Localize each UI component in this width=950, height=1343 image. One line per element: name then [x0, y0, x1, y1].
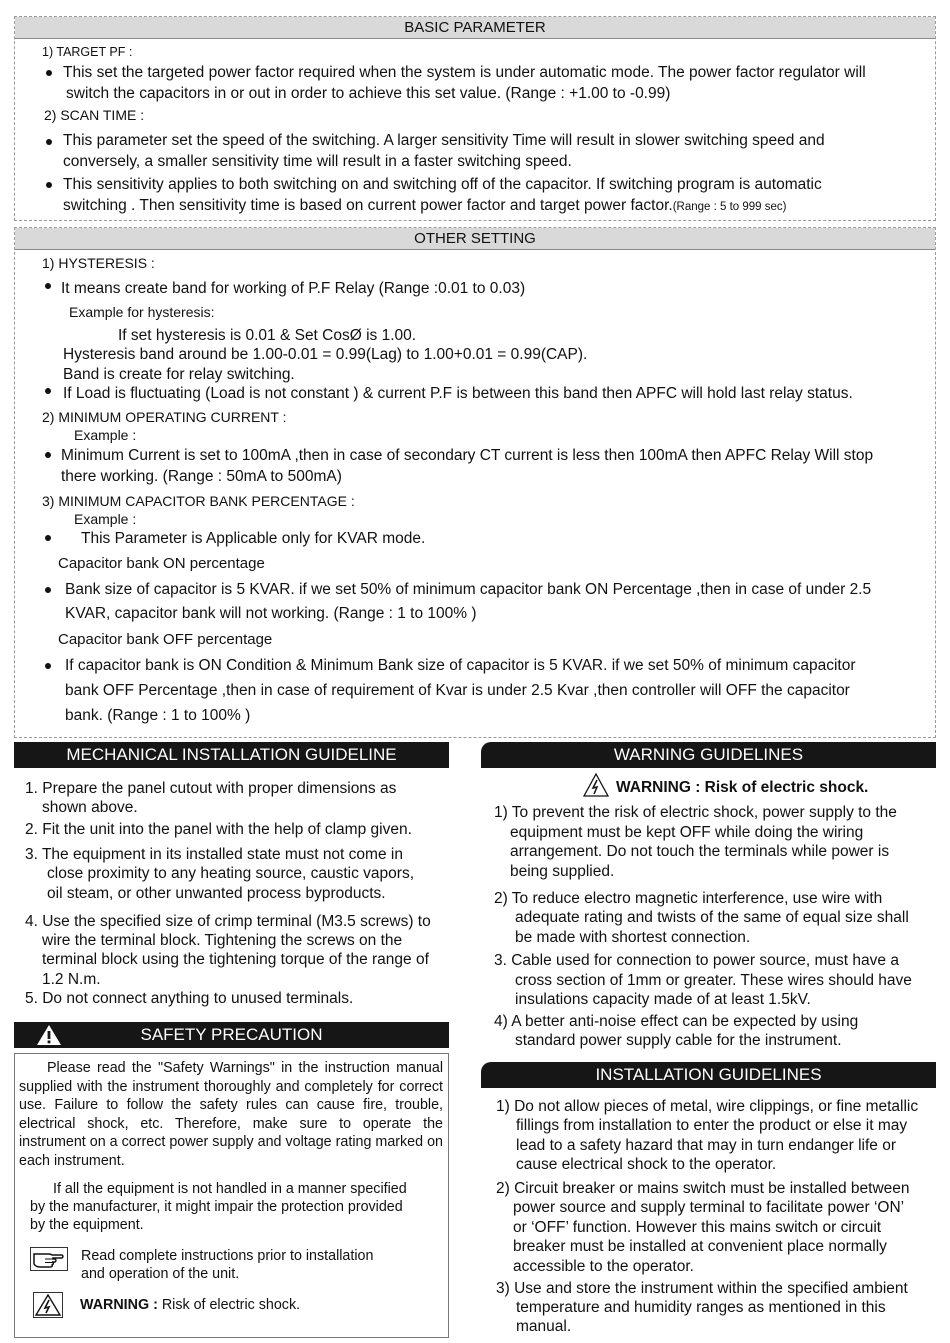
bank-off-text-3: bank. (Range : 1 to 100% )	[65, 707, 251, 724]
mech-item-1a: 1. Prepare the panel cutout with proper dimensions as	[25, 780, 397, 797]
scan-time-label: 2) SCAN TIME :	[44, 107, 145, 123]
min-bank-example: Example :	[74, 511, 137, 527]
safety-paragraph-2-l1: If all the equipment is not handled in a manner specified	[53, 1181, 407, 1197]
warning-item-3b: cross section of 1mm or greater. These wires should have	[515, 972, 912, 989]
bullet	[45, 535, 51, 541]
scan-time-text-1: This parameter set the speed of the switching. A larger sensitivity Time will result in slower switching speed and	[63, 132, 825, 149]
bank-off-text-1: If capacitor bank is ON Condition & Minimum Bank size of capacitor is 5 KVAR. if we set 50% of minimum capacitor	[65, 657, 856, 674]
pointing-hand-icon	[30, 1247, 68, 1271]
bullet	[46, 70, 52, 76]
mech-item-4b: wire the terminal block. Tightening the screws on the	[42, 932, 403, 949]
scan-time-text-2: conversely, a smaller sensitivity time will result in a faster switching speed.	[63, 153, 572, 170]
bullet	[46, 182, 52, 188]
bullet	[45, 587, 51, 593]
warning-item-2c: be made with shortest connection.	[515, 929, 751, 946]
hysteresis-example-1: If set hysteresis is 0.01 & Set CosØ is 1.00.	[118, 327, 417, 344]
min-current-label: 2) MINIMUM OPERATING CURRENT :	[42, 409, 287, 425]
safety-warning-text: Risk of electric shock.	[157, 1297, 301, 1313]
mech-item-3a: 3. The equipment in its installed state must not come in	[25, 846, 403, 863]
safety-paragraph-2-l2: by the manufacturer, it might impair the protection provided	[30, 1199, 403, 1215]
min-bank-text: This Parameter is Applicable only for KVAR mode.	[81, 530, 426, 547]
min-current-example: Example :	[74, 427, 137, 443]
install-item-2d: breaker must be installed at convenient place normally	[513, 1238, 887, 1255]
bank-off-label: Capacitor bank OFF percentage	[58, 631, 273, 648]
install-item-2c: or ‘OFF’ function. However this mains switch or circuit	[513, 1219, 882, 1236]
install-item-1d: cause electrical shock to the operator.	[516, 1156, 777, 1173]
mech-item-4a: 4. Use the specified size of crimp terminal (M3.5 screws) to	[25, 913, 431, 930]
min-bank-label: 3) MINIMUM CAPACITOR BANK PERCENTAGE :	[42, 493, 355, 509]
install-item-2b: power source and supply terminal to facilitate power ‘ON’	[513, 1199, 905, 1216]
warning-item-4b: standard power supply cable for the instrument.	[515, 1032, 842, 1049]
mech-item-3c: oil steam, or other unwanted process byproducts.	[47, 885, 386, 902]
read-instructions-l2: and operation of the unit.	[81, 1266, 240, 1282]
warning-item-2b: adequate rating and twists of the same of equal size shall	[515, 909, 909, 926]
warning-item-1b: equipment must be kept OFF while doing the wiring	[510, 824, 864, 841]
bank-on-text-1: Bank size of capacitor is 5 KVAR. if we set 50% of minimum capacitor bank ON Percentage ,then in case of under 2.5	[65, 581, 872, 598]
scan-time-range: (Range : 5 to 999 sec)	[672, 201, 787, 213]
target-pf-label: 1) TARGET PF :	[42, 45, 133, 59]
hysteresis-text-2: If Load is fluctuating (Load is not constant ) & current P.F is between this band then APFC will hold last relay status.	[63, 385, 853, 402]
hysteresis-example-label: Example for hysteresis:	[69, 304, 215, 320]
mech-item-3b: close proximity to any heating source, caustic vapors,	[47, 865, 415, 882]
safety-paragraph-1: Please read the "Safety Warnings" in the instruction manual supplied with the instrument thoroughly and completely for correct use. Failure to follow the safety rules can cause fire, trouble, electrical shock, etc. Therefore, make sure to operate the instrument on a correct power supply and voltage rating marked on each instrument.	[19, 1060, 443, 1169]
bullet	[45, 388, 51, 394]
warning-title: WARNING : Risk of electric shock.	[616, 779, 869, 796]
hysteresis-example-3: Band is create for relay switching.	[63, 366, 295, 383]
warning-item-1d: being supplied.	[510, 863, 615, 880]
warning-guidelines-header: WARNING GUIDELINES	[481, 742, 936, 768]
bank-on-text-2: KVAR, capacitor bank will not working. (Range : 1 to 100% )	[65, 605, 477, 622]
bullet	[46, 139, 52, 145]
scan-time-text-3: This sensitivity applies to both switching on and switching off of the capacitor. If switching program is automatic	[63, 176, 822, 193]
mech-item-1b: shown above.	[42, 799, 138, 816]
install-item-3b: temperature and humidity ranges as mentioned in this	[516, 1299, 886, 1316]
basic-parameter-header: BASIC PARAMETER	[15, 17, 935, 39]
warning-item-1c: arrangement. Do not touch the terminals while power is	[510, 843, 890, 860]
warning-item-2a: 2) To reduce electro magnetic interference, use wire with	[494, 890, 883, 907]
safety-warning-line	[80, 1296, 300, 1315]
warning-item-1a: 1) To prevent the risk of electric shock, power supply to the	[494, 804, 897, 821]
install-item-3a: 3) Use and store the instrument within the specified ambient	[496, 1280, 908, 1297]
target-pf-text-1: This set the targeted power factor required when the system is under automatic mode. The power factor regulator will	[63, 64, 866, 81]
hysteresis-label: 1) HYSTERESIS :	[42, 255, 155, 271]
safety-precaution-header	[14, 1022, 449, 1048]
scan-time-text-4	[63, 196, 786, 217]
warning-item-4a: 4) A better anti-noise effect can be expected by using	[494, 1013, 859, 1030]
install-item-2e: accessible to the operator.	[513, 1258, 694, 1275]
read-instructions-l1: Read complete instructions prior to installation	[81, 1248, 374, 1264]
safety-paragraph-2-l3: by the equipment.	[30, 1217, 144, 1233]
electric-shock-warning-icon	[583, 773, 609, 797]
safety-precaution-title: SAFETY PRECAUTION	[140, 1025, 323, 1044]
mechanical-installation-header: MECHANICAL INSTALLATION GUIDELINE	[14, 742, 449, 768]
bank-on-label: Capacitor bank ON percentage	[58, 555, 265, 572]
mech-item-5: 5. Do not connect anything to unused terminals.	[25, 990, 354, 1007]
bullet	[45, 283, 51, 289]
other-setting-header: OTHER SETTING	[15, 228, 935, 250]
install-item-1b: fillings from installation to enter the product or else it may	[516, 1117, 908, 1134]
hysteresis-text: It means create band for working of P.F Relay (Range :0.01 to 0.03)	[61, 280, 526, 297]
target-pf-text-2: switch the capacitors in or out in order to achieve this set value. (Range : +1.00 to -0.99)	[66, 85, 671, 102]
install-item-3c: manual.	[516, 1318, 572, 1335]
bank-off-text-2: bank OFF Percentage ,then in case of requirement of Kvar is under 2.5 Kvar ,then controller will OFF the capacitor	[65, 682, 850, 699]
scan-time-text-4-main: switching . Then sensitivity time is based on current power factor and target power factor.	[63, 197, 673, 214]
mech-item-4d: 1.2 N.m.	[42, 971, 101, 988]
safety-warning-label: WARNING :	[80, 1297, 158, 1313]
bullet	[45, 452, 51, 458]
mech-item-2: 2. Fit the unit into the panel with the help of clamp given.	[25, 821, 412, 838]
install-item-1c: lead to a safety hazard that may in turn endanger life or	[516, 1137, 896, 1154]
electric-shock-warning-icon	[33, 1292, 63, 1318]
min-current-text-2: there working. (Range : 50mA to 500mA)	[61, 468, 342, 485]
min-current-text-1: Minimum Current is set to 100mA ,then in case of secondary CT current is less then 100mA then APFC Relay Will stop	[61, 447, 874, 464]
warning-item-3a: 3. Cable used for connection to power source, must have a	[494, 952, 899, 969]
mech-item-4c: terminal block using the tightening torque of the range of	[42, 951, 429, 968]
hysteresis-example-2: Hysteresis band around be 1.00-0.01 = 0.99(Lag) to 1.00+0.01 = 0.99(CAP).	[63, 346, 588, 363]
install-item-2a: 2) Circuit breaker or mains switch must be installed between	[496, 1180, 910, 1197]
installation-guidelines-header: INSTALLATION GUIDELINES	[481, 1062, 936, 1088]
bullet	[45, 663, 51, 669]
install-item-1a: 1) Do not allow pieces of metal, wire clippings, or fine metallic	[496, 1098, 919, 1115]
warning-item-3c: insulations capacity made of at least 1.5kV.	[515, 991, 811, 1008]
